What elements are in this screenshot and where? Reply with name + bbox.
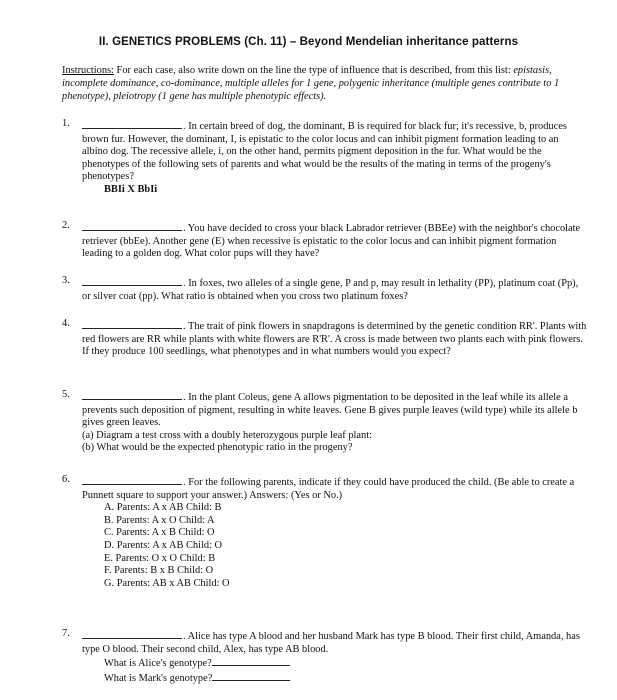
influence-type-list: epistasis, incomplete dominance, co-dominance, multiple alleles for 1 gene, polygenic inheritance (multiple genes contribute to 1 phenotype), pleiotropy (1 gene has multiple phenotypic effects). bbox=[62, 65, 560, 102]
answer-line[interactable] bbox=[82, 389, 182, 400]
answer-line[interactable] bbox=[82, 220, 182, 231]
question-5 bbox=[62, 389, 587, 455]
question-7 bbox=[62, 628, 587, 685]
answer-line[interactable] bbox=[82, 318, 182, 329]
question-text: . You have decided to cross your black Labrador retriever (BBEe) with the neighbor's chocolate retriever (bbEe). Another gene (E) when recessive is epistatic to the color locus and can inhibit pigment formation leading to a golden dog. What color pups will they have? bbox=[82, 223, 581, 260]
question-text: . For the following parents, indicate if they could have produced the child. (Be able to create a Punnett square to support your answer.) Answers: (Yes or No.) bbox=[82, 477, 575, 501]
page-title: II. GENETICS PROBLEMS (Ch. 11) – Beyond Mendelian inheritance patterns bbox=[98, 36, 519, 48]
question-2 bbox=[62, 220, 587, 261]
answer-line[interactable] bbox=[212, 671, 290, 681]
question-number: 5. bbox=[62, 389, 70, 400]
question-part-a: (a) Diagram a test cross with a doubly heterozygous purple leaf plant: bbox=[82, 429, 372, 441]
question-number: 7. bbox=[62, 628, 70, 639]
answer-line[interactable] bbox=[82, 628, 182, 639]
question-number: 1. bbox=[62, 118, 70, 129]
question-text: . The trait of pink flowers in snapdragons is determined by the genetic condition RR'. Plants with red flowers are RR while plants with white flowers are R'R'. A cross is made between two plants each with pink flowers. If they produce 100 seedlings, what phenotypes and in what numbers would you expect? bbox=[82, 321, 587, 358]
option-e: E. Parents: O x O Child: B bbox=[104, 552, 216, 564]
answer-line[interactable] bbox=[82, 275, 182, 286]
option-d: D. Parents: A x AB Child: O bbox=[104, 539, 223, 551]
cross-notation: BBIi X BbIi bbox=[104, 183, 158, 195]
option-b: B. Parents: A x O Child: A bbox=[104, 514, 215, 526]
answer-line[interactable] bbox=[82, 474, 182, 485]
sub-question-alice: What is Alice's genotype? bbox=[82, 656, 587, 671]
question-text: . In the plant Coleus, gene A allows pigmentation to be deposited in the leaf while its allele a prevents such deposition of pigment, resulting in white leaves. Gene B gives purple leaves (wild type) while its allele b gives green leaves. bbox=[82, 392, 578, 429]
question-part-b: (b) What would be the expected phenotypic ratio in the progeny? bbox=[82, 442, 353, 454]
instructions-text: For each case, also write down on the line the type of influence that is described, from this list: bbox=[113, 65, 514, 76]
option-c: C. Parents: A x B Child: O bbox=[104, 527, 215, 539]
option-g: G. Parents: AB x AB Child: O bbox=[104, 577, 230, 589]
question-3 bbox=[62, 275, 587, 303]
question-4 bbox=[62, 318, 587, 359]
question-text: . Alice has type A blood and her husband Mark has type B blood. Their first child, Amanda, has type O blood. Their second child, Alex, has type AB blood. bbox=[82, 631, 580, 655]
question-number: 3. bbox=[62, 275, 70, 286]
question-1 bbox=[62, 118, 587, 197]
answer-line[interactable] bbox=[212, 656, 290, 666]
question-number: 2. bbox=[62, 220, 70, 231]
question-text: . In foxes, two alleles of a single gene, P and p, may result in lethality (PP), platinum coat (Pp), or silver coat (pp). What ratio is obtained when you cross two platinum foxes? bbox=[82, 278, 579, 302]
instructions-block bbox=[62, 64, 582, 103]
question-number: 4. bbox=[62, 318, 70, 329]
option-f: F. Parents: B x B Child: O bbox=[104, 565, 214, 577]
option-a: A. Parents: A x AB Child: B bbox=[104, 502, 222, 514]
answer-line[interactable] bbox=[82, 118, 182, 129]
instructions-label: Instructions: bbox=[62, 65, 114, 76]
question-number: 6. bbox=[62, 474, 70, 485]
question-6 bbox=[62, 474, 587, 590]
question-text: . In certain breed of dog, the dominant, B is required for black fur; it's recessive, b, produces brown fur. However, the dominant, I, is epistatic to the color locus and can inhibit pigment formation leading to an albino dog. The recessive allele, i, on the other hand, permits pigment deposition in the fur. What would be the phenotypes of the following sets of parents and what would be the results of the mating in terms of the progeny's phenotypes? bbox=[82, 121, 567, 183]
sub-question-mark: What is Mark's genotype? bbox=[82, 671, 587, 686]
